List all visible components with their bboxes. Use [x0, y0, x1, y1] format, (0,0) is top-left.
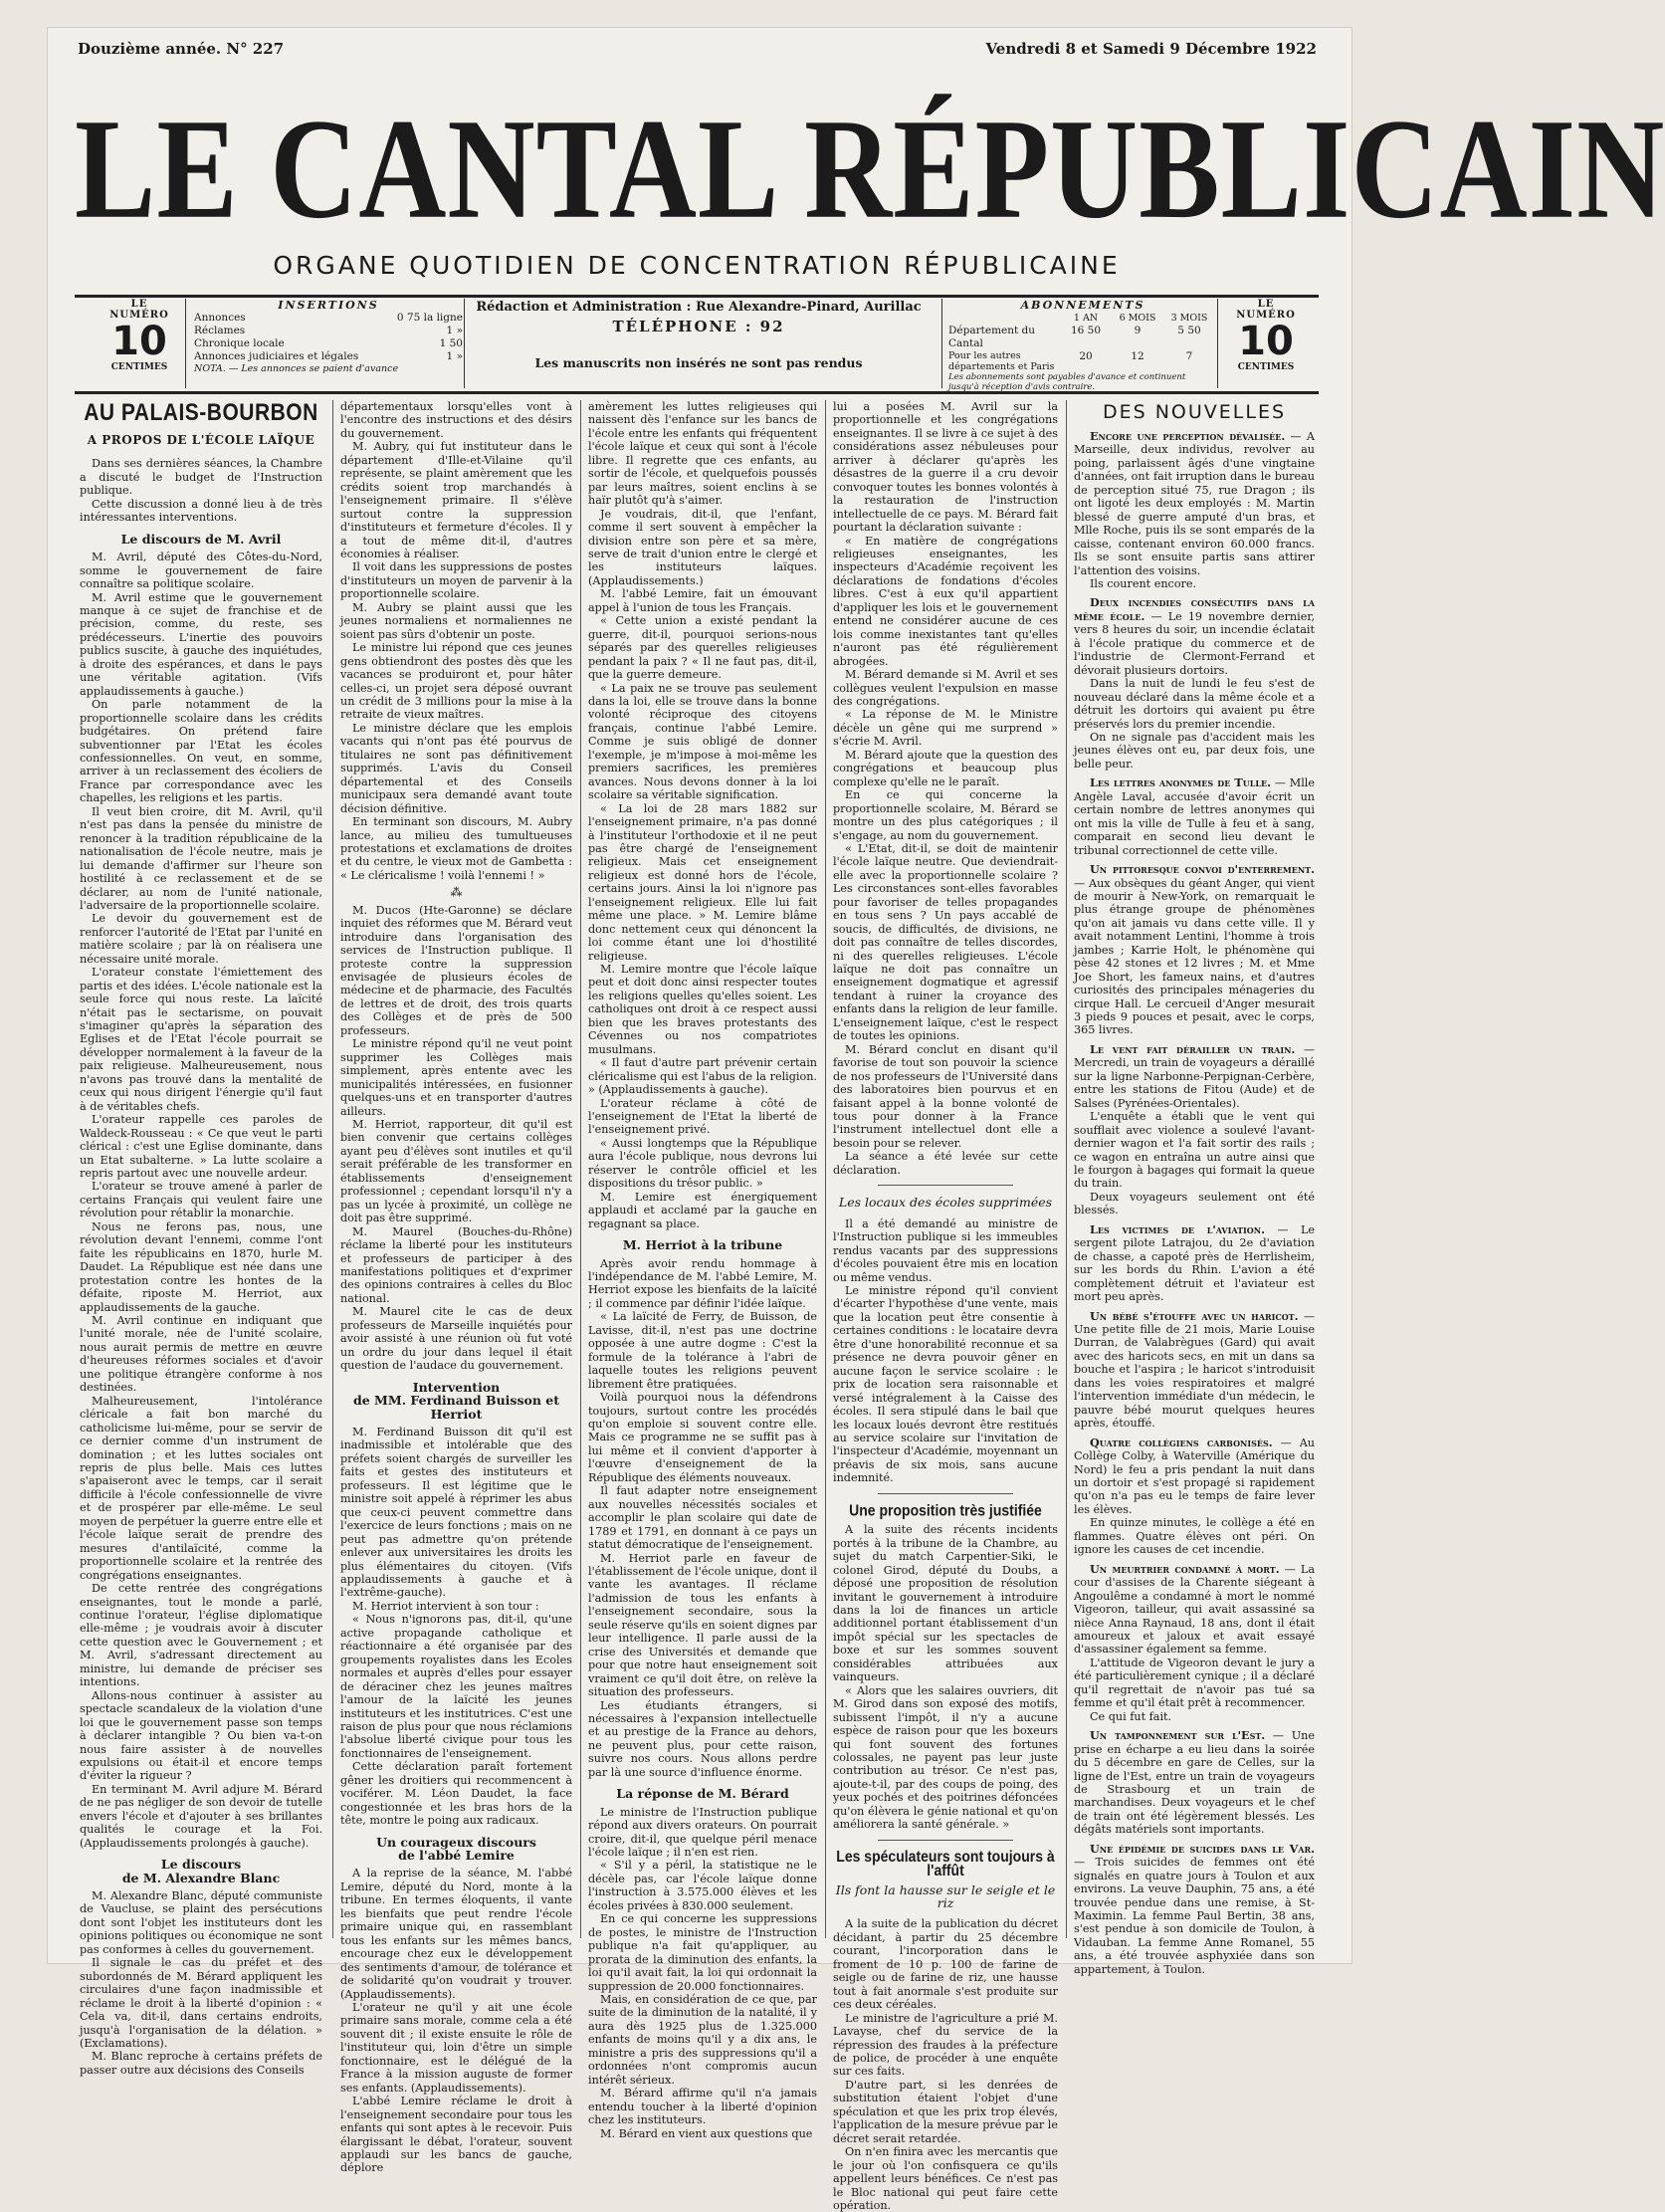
paragraph: « La loi de 28 mars 1882 sur l'enseignement primaire, n'a pas donné à l'instituteur l'orthodoxie et il ne peut pas être chargé de l'enseignement religieux. Mais cet enseignement religieux est donné hors de l'école, certains jours. Ainsi la loi n'ignore pas l'enseignement religieux. Elle lui fait même une place. » M. Lemire blâme donc nettement ceux qui dénoncent la loi comme étant une loi d'hostilité religieuse. — [588, 801, 817, 963]
paragraph: En terminant son discours, M. Aubry lance, au milieu des tumultueuses protestations et exclamations de droites et du centre, le vieux mot de Gambetta : « Le cléricalisme ! voilà l'ennemi ! » — [340, 815, 572, 882]
price-value: 10 — [111, 319, 167, 364]
paragraph: Mais, en considération de ce que, par suite de la diminution de la natalité, il y aura dès 1925 plus de 1.325.000 enfants de moins qu'il y a dix ans, le ministre a pris des suppressions qu'il a ordonnées n'ont compromis aucun intérêt sérieux. — [588, 1993, 817, 2087]
paragraph: A la suite des récents incidents portés à la tribune de la Chambre, au sujet du match Carpentier-Siki, le colonel Girod, député du Doubs, a déposé une proposition de résolution invitant le gouvernement à introduire dans la loi de finances un article additionnel portant établissement d'un impôt spécial sur les spectacles de boxe et sur les sommes souvent considérables attribuées aux vainqueurs. — [833, 1523, 1058, 1684]
price-right — [1226, 299, 1306, 388]
paragraph: En quinze minutes, le collège a été en flammes. Quatre élèves ont péri. On ignore les causes de cet incendie. — [1074, 1516, 1315, 1557]
admin-address: Rédaction et Administration : Rue Alexandre-Pinard, Aurillac — [476, 300, 922, 315]
administration-box — [464, 299, 933, 388]
paragraph: Cette discussion a donné lieu à de très intéressantes interventions. — [80, 497, 322, 525]
admin-telephone: TÉLÉPHONE : 92 — [612, 318, 785, 335]
insertion-row: Annonces judiciaires et légales 1 » — [194, 350, 463, 362]
paragraph: Il faut adapter notre enseignement aux nouvelles nécessités sociales et accomplir le plan scolaire qui date de 1789 et 1791, en donnant à ce pays un statut démocratique de l'enseignement. — [588, 1484, 817, 1552]
column-2 — [340, 400, 572, 2175]
paragraph: Ils courent encore. — [1090, 576, 1197, 590]
masthead — [75, 82, 1665, 280]
section-heading: de l'abbé Lemire — [398, 1848, 515, 1864]
paragraph: « La laïcité de Ferry, de Buisson, de Lavisse, dit-il, n'est pas une doctrine opposée à une autre dogme : C'est la formule de la tolérance à l'abri de laquelle toutes les religions peuvent librement être pratiquées. — [588, 1310, 817, 1391]
paragraph: M. Maurel (Bouches-du-Rhône) réclame la liberté pour les instituteurs et professeurs de participer à des manifestations politiques et d'exprimer des opinions contraires à celles du Bloc national. — [340, 1224, 572, 1305]
paragraph: La séance a été levée sur cette déclaration. — [833, 1150, 1058, 1177]
news-brief: Le vent fait dérailler un train. — Mercredi, un train de voyageurs a déraillé sur la ligne Narbonne-Perpignan-Cerbère, entre les stations de Fitou (Aude) et de Salses (Pyrénées-Orientales). — [1074, 1041, 1315, 1110]
issue-date: Vendredi 8 et Samedi 9 Décembre 1922 — [985, 40, 1317, 58]
abonnements-row: Département du Cantal 16 50 9 5 50 — [948, 325, 1201, 349]
issue-number: Douzième année. N° 227 — [78, 40, 285, 58]
paragraph: Dans ses dernières séances, la Chambre a discuté le budget de l'Instruction publique. — [80, 457, 322, 498]
paragraph: M. Aubry, qui fut instituteur dans le département d'Ille-et-Vilaine qu'il représente, se plaint amèrement que les crédits soient trop marchandés à l'enseignement primaire. Il s'élève surtout contre la suppression d'instituteurs et fermeture d'écoles. Il y a tout de même dit-il, d'autres économies à réaliser. — [340, 440, 572, 560]
divider — [878, 1493, 1013, 1494]
price-label: LE NUMÉRO — [109, 299, 169, 321]
column-3 — [588, 400, 817, 2140]
column-1 — [80, 399, 322, 2077]
paragraph: M. Lemire est énergiquement applaudi et acclamé par la gauche en regagnant sa place. — [588, 1190, 817, 1230]
paragraph: M. Bérard demande si M. Avril et ses collègues veulent l'expulsion en masse des congrégations. — [833, 668, 1058, 708]
paragraph: « Aussi longtemps que la République aura l'école publique, nous devrons lui réserver le contrôle officiel et les dispositions du trésor public. » — [588, 1136, 817, 1191]
insertions-heading: INSERTIONS — [278, 299, 379, 312]
section-heading: Le discours — [160, 1857, 242, 1873]
section-heading: Un courageux discours — [376, 1834, 536, 1850]
news-brief: Quatre collégiens carbonisés. — Au Collège Colby, à Waterville (Amérique du Nord) le feu a pris pendant la nuit dans un dortoir et s'est propagé si rapidement qu'on n'a pas eu le temps de faire lever les élèves. — [1074, 1435, 1316, 1516]
paragraph: Dans la nuit de lundi le feu s'est de nouveau déclaré dans la même école et a détruit les dortoirs qui avaient pu être préservés lors du premier incendie. — [1074, 677, 1315, 731]
paragraph: L'enquête a établi que le vent qui soufflait avec violence a soulevé l'avant-dernier wagon et l'a fait sortir des rails ; ce wagon en entraîna un autre ainsi que le fourgon à bagages qui formait la queue du train. — [1074, 1110, 1315, 1191]
paragraph: Le ministre répond qu'il convient d'écarter l'hypothèse d'une vente, mais que la location peut être consentie à certaines conditions : le locataire devra être d'une honorabilité reconnue et sa présence ne devra pouvoir gêner en aucune façon le service scolaire : le prix de location sera raisonnable et versé intégralement à la Caisse des écoles. Il sera stipulé dans le bail que les locaux loués devront être restitués au service scolaire sur l'invitation de l'inspecteur d'Académie, moyennant un préavis de six mois, sans aucune indemnité. — [833, 1284, 1058, 1485]
paragraph: M. Ferdinand Buisson dit qu'il est inadmissible et intolérable que des préfets soient chargés de surveiller les faits et gestes des instituteurs et professeurs. Il est légitime que le ministre soit appelé à réprimer les abus que ceux-ci peuvent commettre dans l'exercice de leurs fonctions ; mais on ne peut pas admettre qu'on prétende enlever aux universitaires les droits les plus élémentaires du citoyen. (Vifs applaudissements à gauche et à l'extrême-gauche). — [340, 1425, 572, 1600]
paragraph: M. Aubry se plaint aussi que les jeunes normaliens et normaliennes ne soient pas sûrs d'obtenir un poste. — [340, 600, 572, 641]
paragraph: Allons-nous continuer à assister au spectacle scandaleux de la violation d'une loi que le gouvernement passe son temps à déclarer intangible ? Ou bien va-t-on nous faire assister à de nouvelles expulsions ou était-il et encore temps d'éviter la rigueur ? — [80, 1688, 322, 1783]
paragraph: On parle notamment de la proportionnelle scolaire dans les crédits budgétaires. On prétend faire subventionner par l'Etat les écoles confessionnelles. On veut, en somme, arriver à un reclassement des écoliers de France par correspondance avec les chapelles, les religions et les partis. — [80, 698, 322, 805]
divider — [878, 1840, 1013, 1841]
paragraph: M. Herriot parle en faveur de l'établissement de l'école unique, dont il vante les avantages. Il réclame l'admission de tous les enfants à l'enseignement secondaire, sous la seule réserve qu'ils en soient dignes par leur intelligence. Il parle aussi de la crise des Universités et demande que pour que notre haut enseignement soit vraiment ce qu'il doit être, on relève la situation des professeurs. — [588, 1551, 817, 1699]
paragraph: Je voudrais, dit-il, que l'enfant, comme il sert souvent à empêcher la division entre son père et sa mère, serve de trait d'union entre le clergé et les instituteurs laïques. (Applaudissements.) — [588, 507, 817, 587]
abonnements-heading: ABONNEMENTS — [1020, 299, 1145, 312]
insertions-note: NOTA. — Les annonces se paient d'avance — [194, 363, 399, 374]
paragraph: L'orateur se trouve amené à parler de certains Français qui veulent faire une révolution pour rétablir la monarchie. — [80, 1180, 322, 1220]
paragraph: « S'il y a péril, la statistique ne le décèle pas, car l'école laïque donne l'instruction à 3.575.000 élèves et les écoles privées à 830.000 seulement. — [588, 1859, 817, 1912]
abonnements-row: Pour les autres départements et Paris 20 12 7 — [948, 350, 1193, 372]
column-5 — [1074, 400, 1316, 1976]
paragraph: En ce qui concerne la proportionnelle scolaire, M. Bérard se montre un des plus catégoriques ; il s'engage, au nom du gouvernement. — [833, 788, 1058, 842]
paragraph: M. Lemire montre que l'école laïque peut et doit donc ainsi respecter toutes les religions quelles qu'elles soient. Les catholiques ont droit à ce respect aussi bien que les braves protestants des Cévennes ou nos compatriotes musulmans. — [588, 963, 817, 1056]
paragraph: Le ministre de l'Instruction publique répond aux divers orateurs. On pourrait croire, dit-il, que quelque péril menace l'école laïque ; il n'en est rien. — [588, 1805, 817, 1860]
paragraph: M. Blanc reproche à certains préfets de passer outre aux décisions des Conseils — [80, 2050, 322, 2077]
paragraph: M. l'abbé Lemire, fait un émouvant appel à l'union de tous les Français. — [588, 587, 817, 614]
paragraph: L'orateur rappelle ces paroles de Waldeck-Rousseau : « Ce que veut le parti clérical : c'est une Eglise dominante, dans un Etat subalterne. » La lutte scolaire a repris partout avec une nouvelle ardeur. — [80, 1113, 322, 1181]
insertion-row: Chronique locale 1 50 — [194, 337, 463, 349]
paragraph: Il voit dans les suppressions de postes d'instituteurs un moyen de parvenir à la proportionnelle scolaire. — [340, 560, 572, 601]
paragraph: Voilà pourquoi nous la défendrons toujours, surtout contre les procédés qu'on emploie si souvent contre elle. Mais ce programme ne se suffit pas à lui même et il convient d'apporter à l'œuvre d'enseignement de la République des éléments nouveaux. — [588, 1391, 817, 1484]
paragraph: Les étudiants étrangers, si nécessaires à l'expansion intellectuelle et au prestige de la France au dehors, ne peuvent plus, pour cette raison, suivre nos cours. Nous allons perdre par là une source d'influence énorme. — [588, 1698, 817, 1779]
paragraph: M. Maurel cite le cas de deux professeurs de Marseille inquiétés pour avoir assisté à une réunion où fut voté un ordre du jour dans lequel il était question de l'audace du gouvernement. — [340, 1305, 572, 1373]
paragraph: A la suite de la publication du décret décidant, à partir du 25 décembre courant, l'incorporation dans le froment de 10 p. 100 de farine de seigle ou de farine de riz, une hausse tout à fait anormale s'est produite sur ces deux céréales. — [833, 1917, 1058, 2012]
news-brief: Encore une perception dévalisée. — A Marseille, deux individus, revolver au poing, parlaissent âgés d'une vingtaine d'années, ont fait irruption dans le bureau de perception situé 75, rue Dragon ; ils ont ligoté les deux employés : M. Martin blessé de guerre amputé d'un bras, et Mlle Roche, puis ils se sont emparés de la caisse, contenant environ 60.000 francs. Ils se sont ensuite partis sans attirer l'attention des voisins. — [1074, 429, 1316, 577]
newspaper-subtitle: ORGANE QUOTIDIEN DE CONCENTRATION RÉPUBLICAINE — [273, 251, 1121, 280]
insertion-row: Annonces 0 75 la ligne — [194, 312, 463, 324]
paragraph: Ce qui fut fait. — [1090, 1709, 1172, 1723]
paragraph: M. Herriot intervient à son tour : — [352, 1599, 539, 1613]
paragraph: M. Avril estime que le gouvernement manque à ce sujet de franchise et de précision, comme, du reste, ses prédécesseurs. L'inertie des pouvoirs publics suscite, à gauche des inquiétudes, à droite des espérances, et dans le pays une véritable agitation. (Vifs applaudissements à gauche.) — [80, 590, 322, 698]
paragraph: Le ministre répond qu'il ne veut point supprimer les Collèges mais simplement, après entente avec les municipalités intéressées, en fusionner quelques-uns et en transporter d'autres ailleurs. — [340, 1037, 572, 1118]
section-heading: Une proposition très justifiée — [849, 1500, 1042, 1519]
section-heading: de MM. Ferdinand Buisson et Herriot — [353, 1393, 559, 1422]
paragraph: En ce qui concerne les suppressions de postes, le ministre de l'Instruction publique n'a fait qu'appliquer, au prorata de la diminution des enfants, la loi qu'il avait fait, la loi qui ordonnait la suppression de 20.000 fonctionnaires. — [588, 1912, 817, 1993]
rule-top — [75, 295, 1319, 298]
paragraph: Nous ne ferons pas, nous, une révolution devant l'ennemi, comme l'ont faite les républicains en 1870, hurle M. Daudet. La République est née dans une protestation contre les hontes de la défaite, riposte M. Herriot, aux applaudissements de la gauche. — [80, 1219, 322, 1314]
paragraph: M. Ducos (Hte-Garonne) se déclare inquiet des réformes que M. Bérard veut introduire dans l'organisation des services de l'Instruction publique. Il proteste contre la suppression envisagée de plusieurs écoles de médecine et de pharmacie, des Facultés de lettres et de droit, des trois quarts des Collèges et de près de 500 professeurs. — [340, 903, 572, 1037]
paragraph: « Nous n'ignorons pas, dit-il, qu'une active propagande catholique et réactionnaire a été organisée par des groupements royalistes dans les Ecoles normales et auprès d'elles pour essayer de déraciner chez les jeunes maîtres l'amour de la laïcité les jeunes instituteurs et les institutrices. C'est une raison de plus pour que nous réclamions l'absolue liberté civique pour tous les fonctionnaires de l'enseignement. — [340, 1613, 572, 1760]
paragraph: Deux voyageurs seulement ont été blessés. — [1074, 1190, 1315, 1217]
paragraph: « La réponse de M. le Ministre décèle un gêne qui me surprend » s'écrie M. Avril. — [833, 708, 1058, 749]
paragraph: Il a été demandé au ministre de l'Instruction publique si les immeubles rendus vacants par des suppressions d'écoles pouvaient être mis en location ou même vendus. — [833, 1217, 1058, 1284]
divider — [878, 1185, 1013, 1186]
price-label: LE NUMÉRO — [1236, 299, 1296, 321]
abonnements-note: Les abonnements sont payables d'avance et continuent jusqu'à réception d'avis contraire. — [948, 372, 1186, 392]
news-brief: Un bébé s'étouffe avec un haricot. — Une petite fille de 21 mois, Marie Louise Durran, de Valabrègues (Gard) qui avait avec des haricots secs, en mit un dans sa bouche et l'aspira ; le haricot s'introduisit dans les voies respiratoires et malgré l'intervention immédiate d'un médecin, le pauvre bébé mourut quelques heures après, étouffé. — [1074, 1308, 1315, 1431]
column-rule — [580, 400, 581, 1938]
section-heading: La réponse de M. Bérard — [616, 1786, 789, 1802]
paragraph: « La paix ne se trouve pas seulement dans la loi, elle se trouve dans la bonne volonté réciproque des citoyens français, continue l'abbé Lemire. Comme je suis obligé de donner l'exemple, je m'impose à moi-même les premiers sacrifices, les premières avances. Nous devons donner à la loi scolaire sa véritable signification. — [588, 681, 817, 802]
paragraph: Il veut bien croire, dit M. Avril, qu'il n'est pas dans la pensée du ministre de renoncer à la tradition républicaine de la nationalisation de l'école neutre, mais je lui demande d'affirmer sur l'heure son hostilité à ce reclassement et de se déclarer, au nom de l'unité nationale, l'adversaire de la proportionnelle scolaire. — [80, 804, 322, 912]
article-headline: AU PALAIS-BOURBON — [84, 399, 318, 426]
column-rule — [825, 400, 826, 1938]
paragraph: M. Avril continue en indiquant que l'unité morale, née de l'unité scolaire, nous aurait permis de mettre en œuvre d'heureuses réformes sociales et d'avoir une politique étrangère conforme à nos destinées. — [80, 1314, 322, 1395]
paragraph: Le ministre lui répond que ces jeunes gens obtiendront des postes dès que les vacances se produiront et, pour hâter celles-ci, un projet sera déposé ouvrant un crédit de 3 millions pour la mise à la retraite de vieux maîtres. — [340, 641, 572, 722]
paragraph: L'attitude de Vigeoron devant le jury a été particulièrement cynique ; il a déclaré qu'il regrettait de n'avoir pas tué sa femme et qu'il était prêt à recommencer. — [1074, 1656, 1315, 1710]
section-heading: de M. Alexandre Blanc — [121, 1870, 281, 1885]
paragraph: « L'Etat, dit-il, se doit de maintenir l'école laïque neutre. Que deviendrait-elle avec la proportionnelle scolaire ? Les circonstances sont-elles favorables pour favoriser de telles propagandes en tous sens ? Un pays accablé de soucis, de difficultés, de divisions, ne doit pas connaître de telles discordes, ni des querelles religieuses. L'école laïque ne doit pas connaître un enseignement dogmatique et agressif tendant à ruiner la croyance des enfants dans la religion de leur famille. L'enseignement laïque, c'est le respect de toutes les opinions. — [833, 841, 1058, 1043]
price-unit: CENTIMES — [110, 362, 168, 372]
section-heading: Le discours de M. Avril — [120, 531, 282, 547]
paragraph: Le ministre de l'agriculture a prié M. Lavayse, chef du service de la répression des fraudes à la préfecture de police, de procéder à une enquête sur ces faits. — [833, 2011, 1058, 2079]
news-brief: Un meurtrier condamné à mort. — La cour d'assises de la Charente siégeant à Angoulême a condamné à mort le nommé Vigeoron, tailleur, qui avait assassiné sa nièce Anna Raynaud, 18 ans, dont il était amoureux et jaloux et avait essayé d'assassiner également sa femme. — [1074, 1561, 1316, 1657]
abonnements-header-row: 1 AN 6 MOIS 3 MOIS — [1073, 313, 1208, 324]
paragraph: M. Bérard conclut en disant qu'il favorise de tout son pouvoir la science de nos professeurs de l'Université dans des laboratoires bien pourvus et en faisant appel à la bonne volonté de tous pour donner à la France l'instrument intellectuel dont elle a besoin pour se relever. — [833, 1042, 1058, 1150]
paragraph: M. Avril, député des Côtes-du-Nord, somme le gouvernement de faire connaître sa politique scolaire. — [80, 551, 322, 591]
insertion-row: Réclames 1 » — [194, 325, 463, 336]
paragraph: « Il faut d'autre part prévenir certain cléricalisme qui est l'abus de la religion. » (Applaudissements à gauche). — [588, 1056, 817, 1097]
news-brief: Les lettres anonymes de Tulle. — Mlle Angèle Laval, accusée d'avoir écrit un certain nombre de lettres anonymes qui ont mis la ville de Tulle à feu et à sang, comparait en second lieu devant le tribunal correctionnel de cette ville. — [1074, 775, 1315, 857]
paragraph: L'orateur réclame à côté de l'enseignement de l'Etat la liberté de l'enseignement privé. — [588, 1096, 817, 1137]
paragraph: Il signale le cas du préfet et des subordonnés de M. Bérard appliquent les circulaires d'une façon inadmissible et réclame le droit à la liberté d'opinion : « Cela va, dit-il, dans certains endroits, jusqu'à l'organisation de la délation. » (Exclamations). — [80, 1956, 322, 2051]
top-line — [78, 40, 1317, 64]
paragraph: De cette rentrée des congrégations enseignantes, tout le monde a parlé, continue l'orateur, l'église diplomatique elle-même ; je voudrais avoir à discuter cette question avec le Gouvernement ; et M. Avril, s'adressant directement au ministre, lui demande de préciser ses intentions. — [80, 1582, 322, 1689]
paragraph: Le ministre déclare que les emplois vacants qui n'ont pas été pourvus de titulaires ne sont pas définitivement supprimés. L'avis du Conseil départemental et des Conseils municipaux sera demandé avant toute décision définitive. — [340, 721, 572, 815]
asterism: ⁂ — [450, 885, 463, 900]
paragraph: M. Alexandre Blanc, député communiste de Vaucluse, se plaint des persécutions dont sont l'objet les instituteurs dont les opinions politiques ou économique ne sont pas conformes à celles du gouvernement. — [80, 1889, 322, 1956]
price-value: 10 — [1238, 319, 1294, 364]
news-brief: Une épidémie de suicides dans le Var. — Trois suicides de femmes ont été signalés en quatre jours à Toulon et aux environs. La veuve Dauphin, 75 ans, a été trouvée pendue dans une remise, à St-Maximin. La femme Paul Bertin, 38 ans, s'est pendue à son domicile de Toulon, à Vidauban. La femme Anne Romanel, 55 ans, a été trouvée asphyxiée dans son appartement, à Toulon. — [1074, 1841, 1315, 1976]
paragraph: D'autre part, si les denrées de substitution étaient l'objet d'une spéculation et que les prix trop élevés, l'application de la mesure prévue par le décret serait retardée. — [833, 2078, 1058, 2145]
newspaper-title: LE CANTAL RÉPUBLICAIN — [75, 90, 1665, 249]
paragraph: M. Bérard ajoute que la question des congrégations et beaucoup plus complexe qu'elle ne le paraît. — [833, 748, 1058, 788]
news-section-title: DES NOUVELLES — [1102, 401, 1287, 423]
paragraph: A la reprise de la séance, M. l'abbé Lemire, député du Nord, monte à la tribune. En termes éloquents, il vante les bienfaits que peut rendre l'école primaire unique qui, en rassemblant tous les enfants sur les mêmes bancs, encourage chez eux le développement des sentiments d'amour, de tolérance et de solidarité qu'on voudrait y trouver. (Applaudissements). — [340, 1867, 572, 2001]
paragraph: L'orateur ne qu'il y ait une école primaire sans morale, comme cela a été souvent dit ; il existe ensuite le rôle de l'instituteur qui, loin d'être un simple fonctionnaire, est le délégué de la France à la mission auguste de former ses enfants. (Applaudissements). — [340, 2001, 572, 2095]
paragraph: M. Bérard en vient aux questions que — [600, 2126, 813, 2140]
paragraph: lui a posées M. Avril sur la proportionnelle et les congrégations enseignantes. Il se livre à ce sujet à des considérations assez nébuleuses pour arriver à déclarer qu'après les désastres de la guerre il a cru devoir convoquer toutes les bonnes volontés à la restauration de l'instruction intellectuelle de ce pays. M. Bérard fait pourtant la déclaration suivante : — [833, 400, 1058, 535]
paragraph: « Alors que les salaires ouvriers, dit M. Girod dans son exposé des motifs, subissent l'impôt, il n'y a aucune espèce de raison pour que les boxeurs qui font souvent des fortunes colossales, ne payent pas leur juste contribution au trésor. Ce n'est pas, ajoute-t-il, par des coups de poing, des yeux pochés et des poitrines défoncées qu'on élèvera le génie national et qu'on améliorera la santé générale. » — [833, 1683, 1058, 1832]
paragraph: départementaux lorsqu'elles vont à l'encontre des instructions et des désirs du gouvernement. — [340, 400, 572, 440]
paragraph: On ne signale pas d'accident mais les jeunes élèves ont eu, par deux fois, une belle peur. — [1074, 730, 1315, 771]
paragraph: M. Bérard affirme qu'il n'a jamais entendu toucher à la liberté d'opinion chez les instituteurs. — [588, 2087, 817, 2127]
paragraph: On n'en finira avec les mercantis que le jour où l'on confisquera ce qu'ils appellent leurs bénéfices. Ce n'est pas le Bloc national qui peut faire cette opération. — [833, 2145, 1058, 2212]
paragraph: En terminant M. Avril adjure M. Bérard de ne pas négliger de son devoir de tutelle envers l'école et d'ajouter à ses brillantes qualités le courage et la Foi. (Applaudissements prolongés à gauche). — [80, 1782, 322, 1850]
price-unit: CENTIMES — [1237, 362, 1295, 372]
news-brief: Un pittoresque convoi d'enterrement. — Aux obsèques du géant Anger, qui vient de mourir à New-York, on remarquait le plus étrange groupe de phénomènes qu'on ait jamais vu dans cette ville. Il y avait notamment Lentini, l'homme à trois jambes ; Karrie Holt, le phénomène qui pèse 42 stones et 12 livres ; M. et Mme Joe Short, les fameux nains, et d'autres curiosités des principales ménageries du cirque Hall. Le cercueil d'Anger mesurait 3 pieds 9 pouces et pesait, avec le corps, 365 livres. — [1074, 862, 1315, 1037]
paragraph: « Cette union a existé pendant la guerre, dit-il, pourquoi serions-nous séparés par des querelles religieuses pendant la paix ? « Il ne faut pas, dit-il, que la guerre demeure. — [588, 614, 817, 682]
paragraph: Malheureusement, l'intolérance cléricale a fait bon marché du catholicisme lui-même, pour se servir de ce dernier comme d'un instrument de domination ; et les luttes sociales ont repris de plus belle. Mais ces luttes s'apaiseront avec le temps, car il serait difficile à l'école confessionnelle de vivre et de prospérer par elle-même. Le seul moyen de perpétuer la guerre entre elle et l'école laïque serait de prendre des mesures d'antilaïcité, comme la proportionnelle scolaire et la rentrée des congrégations enseignantes. — [80, 1394, 322, 1582]
news-brief: Un tamponnement sur l'Est. — Une prise en écharpe a eu lieu dans la soirée du 5 décembre en gare de Celles, sur la ligne de l'Est, entre un train de voyageurs de Strasbourg et un train de marchandises. Deux voyageurs et le chef de train ont été légèrement blessés. Les dégâts matériels sont importants. — [1074, 1728, 1315, 1837]
news-brief: Deux incendies consécutifs dans la même école. — Le 19 novembre dernier, vers 8 heures du soir, un incendie éclatait à l'école pratique du commerce et de l'industrie de Clermont-Ferrand et dévorait plusieurs dortoirs. — [1074, 595, 1316, 677]
article-subhead: A PROPOS DE L'ÉCOLE LAÏQUE — [87, 433, 315, 447]
paragraph: « En matière de congrégations religieuses enseignantes, les inspecteurs d'Académie reçoivent les déclarations de fondations d'écoles libres. C'est à eux qu'il appartient d'appliquer les lois et le gouvernement entend ne considérer aucune de ces lois comme inexistantes tant qu'elles n'auront pas été régulièrement abrogées. — [833, 534, 1058, 668]
paragraph: M. Herriot, rapporteur, dit qu'il est bien convenir que certains collèges ayant peu d'élèves sont inutiles et qu'il serait préférable de les transformer en établissements d'enseignement professionnel ; cependant lorsqu'il n'y a pas un lycée à proximité, un collège ne doit pas être supprimé. — [340, 1118, 572, 1225]
paragraph: L'abbé Lemire réclame le droit à l'enseignement secondaire pour tous les enfants qui sont aptes à le recevoir. Puis élargissant le débat, l'orateur, souvent applaudi sur les bancs de gauche, déplore — [340, 2095, 572, 2175]
news-brief: Les victimes de l'aviation. — Le sergent pilote Latrajou, du 2e d'aviation de chasse, a capoté près de Herrlisheim, sur les bords du Rhin. L'avion a été complètement détruit et l'aviateur est mort peu après. — [1074, 1221, 1316, 1304]
price-left — [100, 299, 179, 388]
section-heading: Les spéculateurs sont toujours à l'affût — [836, 1847, 1055, 1880]
paragraph: Le devoir du gouvernement est de renforcer l'autorité de l'Etat par l'unité en matière scolaire ; par là on réalisera une nécessaire unité morale. — [80, 912, 322, 966]
column-4 — [833, 400, 1058, 2212]
column-rule — [1066, 400, 1067, 1938]
paragraph: L'orateur constate l'émiettement des partis et des idées. L'école nationale est la seule force qui nous reste. La laïcité n'était pas le sectarisme, on pouvait s'imaginer qu'après la séparation des Eglises et de l'Etat l'école pourrait se développer normalement à la faveur de la paix religieuse. Malheureusement, nous n'avons pas trouvé dans la mentalité de ceux qui nous dirigent l'énergie qu'il faut à de véritables chefs. — [80, 966, 322, 1113]
section-heading: Les locaux des écoles supprimées — [838, 1195, 1053, 1211]
paragraph: Après avoir rendu hommage à l'indépendance de M. l'abbé Lemire, M. Herriot expose les bienfaits de la laïcité ; il commence par définir l'idée laïque. — [588, 1256, 817, 1310]
column-rule — [332, 400, 333, 1938]
insertions-box — [185, 299, 463, 388]
paragraph: Cette déclaration paraît fortement gêner les droitiers qui recommencent à vociférer. M. Léon Daudet, la face congestionnée et les bras hors de la tête, montre le poing aux radicaux. — [340, 1760, 572, 1828]
section-heading: Intervention — [412, 1379, 501, 1395]
admin-manuscripts: Les manuscrits non insérés ne sont pas rendus — [534, 355, 863, 370]
paragraph: amèrement les luttes religieuses qui naissent dès l'enfance sur les bancs de l'école entre les enfants qui fréquentent l'école laïque et ceux qui sont à l'école libre. Il regrette que ces enfants, au sortir de l'école, et quelquefois poussés par leurs maîtres, soient enclins à se haïr plutôt qu'à s'aimer. — [588, 400, 817, 508]
section-heading: M. Herriot à la tribune — [622, 1237, 783, 1253]
section-subheading: Ils font la hausse sur le seigle et le riz — [835, 1881, 1056, 1911]
abonnements-box — [941, 299, 1218, 392]
